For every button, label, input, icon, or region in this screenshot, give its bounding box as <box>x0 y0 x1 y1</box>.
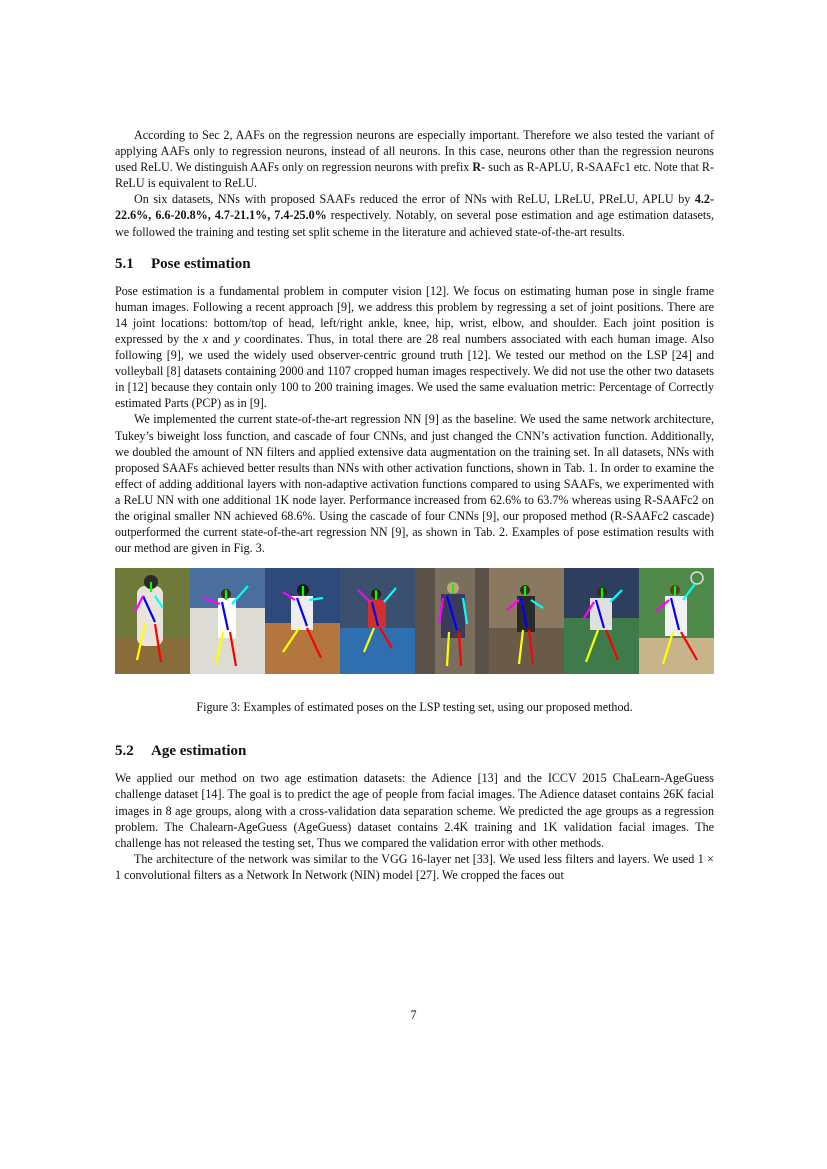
intro-paragraph-2 <box>115 191 714 239</box>
error-reduction-figures: 4.2-22.6%, 6.6-20.8%, 4.7-21.1%, 7.4-25.0% <box>115 192 714 223</box>
pose-image-7 <box>564 568 639 674</box>
math-y: y <box>234 331 240 346</box>
prefix-r: R- <box>472 160 486 175</box>
pose-image-1 <box>115 568 190 674</box>
age-paragraph-1: We applied our method on two age estimation datasets: the Adience [13] and the ICCV 2015 ChaLearn-AgeGuess challenge dataset [14]. The goal is to predict the age of people from facial images. The Adience dataset contains 26K facial images in 8 age groups, along with a cross-validation data separation scheme. We predicted the age groups as a regression problem. The Chalearn-AgeGuess (AgeGuess) dataset contains 2.4K training and 1K validation facial images. The challenge has not released the testing set, Thus we compared the validation error with other methods. <box>115 771 714 850</box>
pose-image-6 <box>489 568 564 674</box>
age-p2-b: convolutional filters as a Network In Network (NIN) model [27]. We cropped the faces out <box>121 867 564 882</box>
pose-image-8 <box>639 568 714 674</box>
section-number: 5.1 <box>115 255 134 272</box>
pose-p1-and: and <box>208 331 235 346</box>
math-1x1: 1 × 1 <box>115 851 714 882</box>
pose-image-5 <box>415 568 490 674</box>
intro-p1-tail: such as R-APLU, R-SAAFc1 etc. Note that R-ReLU is equivalent to ReLU. <box>115 160 714 191</box>
page-body <box>115 127 714 883</box>
section-title: Age estimation <box>151 743 247 760</box>
section-title: Pose estimation <box>151 255 251 272</box>
intro-p1-text: According to Sec 2, AAFs on the regression neurons are especially important. Therefore we also tested the variant of applying AAFs only to regression neurons, instead of all neurons. In this case, neurons other than the regression neurons used ReLU. We distinguish AAFs only on regression neurons with prefix <box>115 128 714 175</box>
pose-p1-b: coordinates. Thus, in total there are 28 real numbers associated with each human image. Also following [9], we used the widely used observer-centric ground truth [12]. We tested our method on the LSP [24] and volleyball [8] datasets containing 2000 and 1107 cropped human images respectively. We did not use the other two datasets in [12] because they contain only 100 to 200 training images. We used the same evaluation metric: Percentage of Correctly estimated Parts (PCP) as in [9]. <box>115 331 715 411</box>
page-number: 7 <box>410 1008 417 1022</box>
pose-image-2 <box>190 568 265 674</box>
section-heading-pose <box>115 256 714 273</box>
section-heading-age <box>115 743 714 760</box>
pose-image-3 <box>265 568 340 674</box>
pose-p1-a: Pose estimation is a fundamental problem in computer vision [12]. We focus on estimating human pose in single frame human images. Following a recent approach [9], we address this problem by regressing a set of joint positions. There are 14 joint locations: bottom/top of head, left/right ankle, knee, hip, wrist, elbow, and shoulder. Each joint position is expressed by the <box>115 283 714 346</box>
intro-p2-b: respectively. Notably, on several pose estimation and age estimation datasets, we followed the training and testing set split scheme in the literature and achieved state-of-the-art results. <box>115 208 714 239</box>
intro-p2-a: On six datasets, NNs with proposed SAAFs reduced the error of NNs with ReLU, LReLU, PReLU, APLU by <box>134 192 695 207</box>
age-p2-a: The architecture of the network was similar to the VGG 16-layer net [33]. We used less filters and layers. We used <box>134 851 698 866</box>
figure-3-images <box>115 568 714 674</box>
section-number: 5.2 <box>115 743 134 760</box>
age-paragraph-2 <box>115 851 714 883</box>
intro-paragraph-1 <box>115 127 714 191</box>
pose-image-4 <box>340 568 415 674</box>
figure-3-caption: Figure 3: Examples of estimated poses on the LSP testing set, using our proposed method. <box>196 700 633 715</box>
pose-paragraph-1 <box>115 283 714 412</box>
math-x: x <box>202 331 209 346</box>
pose-paragraph-2: We implemented the current state-of-the-art regression NN [9] as the baseline. We used the same network architecture, Tukey’s biweight loss function, and cascade of four CNNs, and just changed the CNN’s activation function. Additionally, we doubled the amount of NN filters and applied extensive data augmentation on the training set. In all datasets, NNs with proposed SAAFs achieved better results than NNs with other activation functions, shown in Tab. 1. In order to examine the effect of adding additional layers with non-adaptive activation functions compared to using SAAFs, we experimented with a ReLU NN with one additional 1K node layer. Performance increased from 62.6% to 63.7% whereas using R-SAAFc2 on the original smaller NN achieved 68.6%. Using the cascade of four CNNs [9], our proposed method (R-SAAFc2 cascade) outperformed the current state-of-the-art regression NN [9], as shown in Tab. 2. Examples of pose estimation results with our method are given in Fig. 3. <box>115 412 714 556</box>
